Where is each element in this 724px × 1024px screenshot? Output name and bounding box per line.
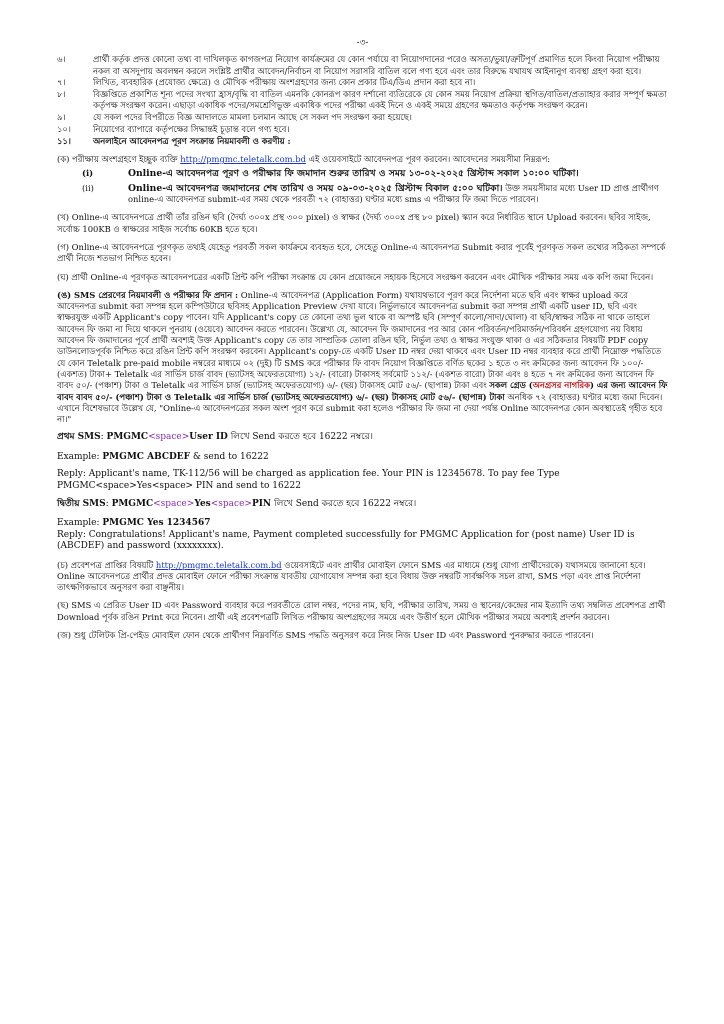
- separator: :: [105, 499, 112, 509]
- item-number: ৮।: [57, 89, 66, 100]
- example-second-sms: [57, 518, 668, 529]
- second-sms-label: দ্বিতীয় SMS: [57, 499, 106, 509]
- paragraph-chha: (ছ) SMS এ প্রেরিত User ID এবং Password ব্যবহার করে পরবর্তীতে রোল নম্বর, পদের নাম, ছবি, পরীক্ষার তারিখ, সময় ও স্থানের/কেন্দ্রের নাম ইত্যাদি তথ্য সম্বলিত প্রবেশপত্র প্রার্থী Download পূর্বক রঙিন Print করে নিবেন। প্রার্থী এই প্রবেশপত্রটি লিখিত পরীক্ষায় অংশগ্রহণের সময়ে এবং উত্তীর্ণ হলে মৌখিক পরীক্ষার সময়ে অবশ্যই প্রদর্শন করবেন।: [57, 600, 666, 622]
- paragraph-ja: (জ) শুধু টেলিটক প্রি-পেইড মোবাইল ফোন থেকে প্রার্থীগণ নিম্নবর্ণিত SMS পদ্ধতি অনুসরণ করে নিজ নিজ User ID এবং Password পুনরুদ্ধার করতে পারবেন।: [57, 630, 594, 641]
- yes-token: Yes: [194, 499, 211, 509]
- sms-tail: লিখে Send করতে হবে 16222 নম্বরে।: [271, 499, 417, 509]
- reply-first-sms: Reply: Applicant's name, TK-112/56 will be charged as application fee. Your PIN is 12345678. To pay fee Type PMGMC<space>Yes<space> PIN and send to 16222: [57, 469, 560, 491]
- item-text: লিখিত, ব্যবহারিক (প্রযোজ্য ক্ষেত্রে) ও মৌখিক পরীক্ষায় অংশগ্রহণের জন্য কোন প্রকার টিএ/ডিএ প্রদান করা হবে না।: [93, 77, 476, 88]
- numbered-item: [57, 54, 668, 77]
- space-token: <space>: [210, 499, 252, 509]
- second-sms-instruction: [57, 499, 668, 510]
- numbered-item: [57, 89, 668, 112]
- example-first-sms: [57, 452, 668, 463]
- paragraph-gha: (ঘ) প্রার্থী Online-এ পূরণকৃত আবেদনপত্রের একটি প্রিন্ট কপি পরীক্ষা সংক্রান্ত যে কোন প্রয়োজনে সহায়ক হিসেবে সংরক্ষণ করবেন এবং মৌখিক পরীক্ষার সময় এক কপি জমা দিবেন।: [57, 271, 654, 282]
- sms-code: PMGMC: [106, 432, 149, 443]
- paragraph-kha: (খ) Online-এ আবেদনপত্রে প্রার্থী তাঁর রঙিন ছবি (দৈর্ঘ্য ৩০০x প্রস্থ ৩০০ pixel) ও স্বাক্ষর (দৈর্ঘ্য ৩০০x প্রস্থ ৮০ pixel) স্ক্যান করে নির্ধারিত স্থানে Upload করবেন। ছবির সাইজ, সর্বোচ্চ 100KB ও স্বাক্ষরের সাইজ সর্বোচ্চ 60KB হতে হবে।: [57, 212, 651, 234]
- item-text: যে সকল পদের বিপরীতে বিজ্ঞ আদালতে মামলা চলমান আছে সে সকল পদ সংরক্ষণ করা হয়েছে।: [93, 112, 412, 123]
- paragraph-ka: [57, 154, 668, 165]
- separator: :: [100, 432, 107, 443]
- sms-rules-heading: (ঙ) SMS প্রেরণের নিয়মাবলী ও পরীক্ষার ফি প্রদান :: [57, 289, 239, 300]
- sms-tail: লিখে Send করতে হবে 16222 নম্বরে।: [227, 432, 373, 443]
- numbered-item: [57, 77, 668, 88]
- ka-text-post: এই ওয়েবসাইটে আবেদনপত্র পূরণ করবেন। আবেদনের সময়সীমা নিম্নরূপ:: [305, 154, 551, 165]
- item-text: নিয়োগের ব্যাপারে কর্তৃপক্ষের সিদ্ধান্তই চূড়ান্ত বলে গণ্য হবে।: [93, 124, 290, 135]
- end-date-text: Online-এ আবেদনপত্র জমাদানের শেষ তারিখ ও সময় ০৯-০৩-২০২৫ খ্রিস্টাব্দ বিকাল ৫:০০ ঘটিকা।: [128, 182, 503, 194]
- numbered-item: [57, 112, 668, 123]
- sms-rules-body: Online-এ আবেদনপত্র (Application Form) যথাযথভাবে পূরণ করে নির্দেশনা মতে ছবি এবং স্বাক্ষর upload করে আবেদনপত্র submit করা সম্পন্ন হলে কম্পিউটারে ছবিসহ Application Preview দেখা যাবে। নির্ভুলভাবে আবেদনপত্র submit করা সম্পন্ন প্রার্থী একটি user ID, ছবি এবং স্বাক্ষরযুক্ত একটি Applicant's copy পাবেন। যদি Applicant's copy তে কোনো তথ্য ভুল থাকে বা অস্পষ্ট ছবি (সম্পূর্ণ কালো/সাদা/ঘোলা) বা ছবি/স্বাক্ষর সঠিক না থাকে তাহলে আবেদন ফি জমা না দিয়ে থাকলে পুনরায় (ওয়েবে) আবেদন করতে পারবেন। উল্লেখ্য যে, আবেদন ফি জমাদানের পর আর কোন পরিবর্তন/পরিমার্জন/পরিবর্ধন গ্রহণযোগ্য নয় বিধায় আবেদন ফি জমাদানের পূর্বে প্রার্থী অবশ্যই উক্ত Applicant's copy তে তার সাম্প্রতিক তোলা রঙিন ছবি, নির্ভুল তথ্য ও স্বাক্ষর সংযুক্ত থাকা ও এর সঠিকতার বিষয়টি PDF copy ডাউনলোডপূর্বক নিশ্চিত করে রঙিন প্রিন্ট কপি সংরক্ষণ করবেন। Applicant's copy-তে একটি User ID নম্বর দেয়া থাকবে এবং User ID নম্বর ব্যবহার করে প্রার্থী নিম্নোক্ত পদ্ধতিতে যে কোন Teletalk pre-paid mobile নম্বরের মাধ্যমে ০২ (দুই) টি SMS করে পরীক্ষার ফি বাবদ নিয়োগ বিজ্ঞপ্তিতে বর্ণিত ছকের ১ হতে ৩ নং ক্রমিকের জন্য আবেদন ফি ১০০/- (একশত) টাকা+ Teletalk এর সার্ভিস চার্জ বাবদ (ভ্যাটসহ অফেরতযোগ্য) ১২/- (বারো) টাকাসহ সর্বমোট ১১২/- (একশত বারো) টাকা এবং ৪ হতে ৭ নং ক্রমিকের জন্য আবেদন ফি বাবদ ৫০/- (পঞ্চাশ) টাকা ও Teletalk এর সার্ভিস চার্জ (ভ্যাটসহ অফেরতযোগ্য) ৬/- (ছয়) টাকাসহ মোট ৫৬/- (ছাপান্ন) টাকা এবং: [57, 289, 661, 391]
- paragraph-cha: [57, 560, 668, 594]
- item-text: বিজ্ঞপ্তিতে প্রকাশিত শূন্য পদের সংখ্যা হ্রাস/বৃদ্ধি বা বাতিল এমনকি কোনরূপ কারণ দর্শানো ব্যতিরেকে যে কোন সময় নিয়োগ প্রক্রিয়া স্থগিত/বাতিল/প্রত্যাহার করার সম্পূর্ণ ক্ষমতা কর্তৃপক্ষ সংরক্ষণ করেন। এছাড়া একাধিক পদের/সমশ্রেণিভুক্ত একাধিক পদের পরীক্ষা একই দিনে ও একই সময়ে গ্রহণের ক্ষমতাও কর্তৃপক্ষ সংরক্ষণ করেন।: [93, 89, 667, 111]
- start-date-text: Online-এ আবেদনপত্র পূরণ ও পরীক্ষার ফি জমাদান শুরুর তারিখ ও সময় ১৩-০২-২০২৫ খ্রিস্টাব্দ সকাল ১০:০০ ঘটিকা।: [128, 168, 579, 180]
- example-rest: & send to 16222: [190, 451, 269, 462]
- end-date-note: উক্ত সময়সীমার মধ্যে User ID প্রাপ্ত প্রার্থীগণ online-এ আবেদনপত্র submit-এর সময় থেকে পরবর্তী ৭২ (বাহাত্তর) ঘণ্টার মধ্যে sms এ পরীক্ষার ফি জমা দিতে পারবেন।: [128, 182, 659, 205]
- example-code: PMGMC ABCDEF: [102, 451, 191, 462]
- page-number: -৩-: [356, 38, 369, 48]
- numbered-item: [57, 124, 668, 135]
- roman-numeral: (i): [82, 168, 94, 179]
- cha-text-pre: (চ) প্রবেশপত্র প্রাপ্তির বিষয়টি: [57, 559, 156, 570]
- item-number: ১১।: [57, 135, 71, 146]
- item-number: ৯।: [57, 112, 66, 123]
- fee-bold-a: সকল গ্রেড (: [489, 380, 533, 391]
- pin-token: PIN: [251, 499, 272, 509]
- sms-rules-body-end: অনধিক ৭২ (বাহাত্তর) ঘণ্টার মধ্যে জমা দিবেন। এখানে বিশেষভাবে উল্লেখ যে, "Online-এ আবেদনপত্রের সকল অংশ পূরণ করে submit করা হলেও পরীক্ষার ফি জমা না দেয়া পর্যন্ত Online আবেদনপত্র কোন অবস্থাতেই গৃহীত হবে না।": [57, 391, 663, 425]
- ka-text-pre: (ক) পরীক্ষায় অংশগ্রহণে ইচ্ছুক ব্যক্তি: [57, 154, 181, 165]
- space-token: <space>: [153, 499, 195, 509]
- roman-numeral: (ii): [82, 182, 94, 193]
- backward-citizen-label: অনগ্রসর নাগরিক: [532, 380, 591, 391]
- space-token: <space>: [148, 432, 190, 443]
- paragraph-ga: (গ) Online-এ আবেদনপত্রে পূরণকৃত তথ্যই যেহেতু পরবর্তী সকল কার্যক্রমে ব্যবহৃত হবে, সেহেতু Online-এ আবেদনপত্র Submit করার পূর্বেই পূরণকৃত সকল তথ্যের সঠিকতা সম্পর্কে প্রার্থী নিজে শতভাগ নিশ্চিত হবেন।: [57, 241, 666, 264]
- example-label: Example:: [57, 518, 103, 529]
- sub-item: [57, 183, 668, 206]
- example-code: PMGMC Yes 1234567: [102, 518, 211, 529]
- website-link[interactable]: http://pmgmc.teletalk.com.bd: [180, 154, 306, 165]
- example-label: Example:: [57, 451, 103, 462]
- item-number: ৬।: [57, 54, 66, 65]
- user-id-token: User ID: [189, 432, 228, 443]
- item-text: প্রার্থী কর্তৃক প্রদত্ত কোনো তথ্য বা দাখিলকৃত কাগজপত্র নিয়োগ কার্যক্রমের যে কোন পর্যায়ে বা নিয়োগদানের পরেও অসত্য/ভুয়া/ত্রুটিপূর্ণ প্রমাণিত হলে কিংবা নিয়োগ পরীক্ষায় নকল বা অসদুপায় অবলম্বন করলে সংশ্লিষ্ট প্রার্থীর আবেদন/নির্বাচন বা নিয়োগ সরাসরি বাতিল বলে গণ্য হবে এবং তার বিরুদ্ধে যথাযথ আইনানুগ ব্যবস্থা গ্রহণ করা হবে।: [93, 54, 660, 76]
- website-link[interactable]: http://pmgmc.teletalk.com.bd: [155, 559, 282, 570]
- fee-bold-b: ) এর জন্য আবেদন ফি বাবদ বাবদ ৫০/- (পঞ্চাশ) টাকা ও Teletalk এর সার্ভিস চার্জ (ভ্যাটসহ অফেরতযোগ্য) ৬/- (ছয়) টাকাসহ মোট ৫৬/- (ছাপান্ন) টাকা: [57, 380, 668, 402]
- item-number: ৭।: [57, 77, 66, 88]
- item-number: ১০।: [57, 124, 71, 135]
- first-sms-instruction: [57, 432, 668, 443]
- numbered-item-heading: [57, 136, 668, 147]
- sms-code: PMGMC: [111, 499, 154, 509]
- first-sms-label: প্রথম SMS: [57, 432, 101, 443]
- section-heading: অনলাইনে আবেদনপত্র পূরণ সংক্রান্ত নিয়মাবলী ও করণীয় :: [93, 135, 291, 146]
- reply-second-sms: Reply: Congratulations! Applicant's name, Payment completed successfully for PMGMC Application for (post name) User ID is (ABCDEF) and password (xxxxxxxx).: [57, 529, 635, 552]
- cha-text-post: ওয়েবসাইটে এবং প্রার্থীর মোবাইল ফোনে SMS এর মাধ্যমে (শুধু যোগ্য প্রার্থীদেরকে) যথাসময়ে জানানো হবে। Online আবেদনপত্রে প্রার্থীর প্রদত্ত মোবাইল ফোনে পরীক্ষা সংক্রান্ত যাবতীয় যোগাযোগ সম্পন্ন করা হবে বিধায় উক্ত নম্বরটি সার্বক্ষণিক সচল রাখা, SMS পড়া এবং প্রাপ্ত নির্দেশনা তাৎক্ষণিকভাবে অনুসরণ করা বাঞ্ছনীয়।: [57, 559, 646, 593]
- paragraph-umo: [57, 290, 668, 426]
- sub-item: [57, 168, 668, 179]
